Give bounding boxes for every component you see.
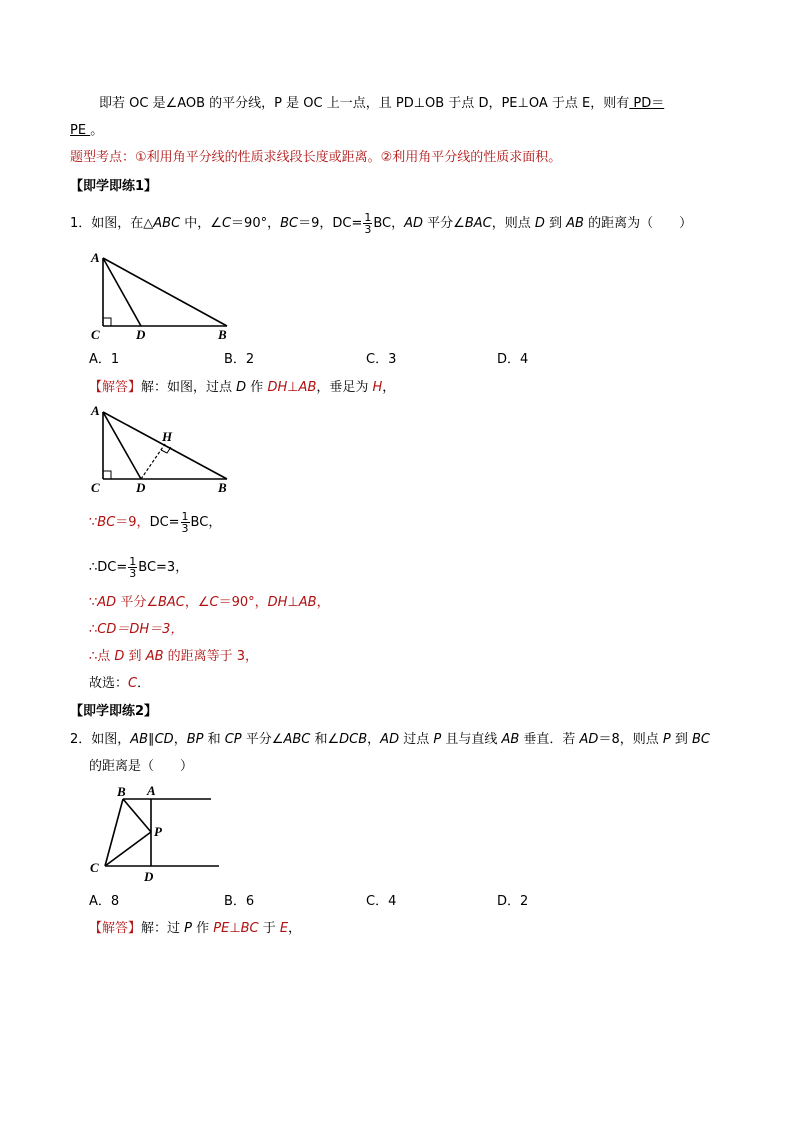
solution-tag: 【解答】 (89, 921, 142, 936)
solution-1-line-2: ∵BC＝9，DC= $\frac{1}{3}$ BC， (89, 510, 222, 535)
solution-2-line-1: 【解答】解：过 P 作 PE⊥BC 于 E， (89, 921, 302, 936)
label-A: A (147, 783, 156, 798)
solution-1-line-6: ∴点 D 到 AB 的距离等于 3， (89, 649, 259, 664)
q2-option-b[interactable]: B．6 (224, 894, 255, 909)
q1-option-d[interactable]: D．4 (497, 352, 529, 367)
label-D: D (136, 327, 146, 342)
label-C: C (91, 327, 100, 342)
question-1: 1．如图，在△ABC 中，∠C＝90°，BC＝9，DC= $\frac{1}{3}$ BC，AD 平分∠BAC，则点 D 到 AB 的距离为（ ） (70, 211, 693, 236)
label-D: D (144, 869, 154, 884)
intro-line-2: PE 。 (70, 123, 104, 138)
label-B: B (117, 784, 126, 799)
question-2-line-1: 2．如图，AB∥CD，BP 和 CP 平分∠ABC 和∠DCB，AD 过点 P 且与直线 AB 垂直．若 AD＝8，则点 P 到 BC (70, 732, 710, 747)
q2-option-a[interactable]: A．8 (89, 894, 120, 909)
solution-tag: 【解答】 (89, 380, 142, 395)
solution-1-line-3: ∴DC= $\frac{1}{3}$ BC=3， (89, 555, 189, 580)
intro-text: 即若 OC 是∠AOB 的平分线，P 是 OC 上一点，且 PD⊥OB 于点 D，PE⊥OA 于点 E，则有 (99, 96, 630, 111)
label-B: B (218, 480, 227, 495)
figure-triangle-1 (85, 248, 245, 343)
q1-option-a[interactable]: A．1 (89, 352, 120, 367)
question-2-line-2: 的距离是（ ） (89, 759, 194, 774)
type-point: 题型考点：①利用角平分线的性质求线段长度或距离。②利用角平分线的性质求面积。 (70, 150, 562, 165)
label-P: P (154, 824, 162, 839)
solution-1-line-5: ∴CD＝DH＝3， (89, 622, 184, 637)
section-heading-1: 【即学即练1】 (70, 179, 158, 194)
figure-parallel-lines (85, 782, 230, 887)
label-D: D (136, 480, 146, 495)
label-A: A (91, 403, 100, 418)
label-C: C (91, 480, 100, 495)
intro-blank-1: PD＝ (629, 96, 665, 111)
fraction: $\frac{1}{3}$ (364, 211, 372, 236)
label-A: A (91, 250, 100, 265)
intro-line-1 (99, 94, 664, 114)
solution-1-line-4: ∵AD 平分∠BAC，∠C＝90°，DH⊥AB， (89, 595, 330, 610)
label-H: H (162, 429, 173, 444)
section-heading-2: 【即学即练2】 (70, 704, 158, 719)
q1-option-c[interactable]: C．3 (366, 352, 397, 367)
q2-option-d[interactable]: D．2 (497, 894, 529, 909)
solution-1-line-1: 【解答】解：如图，过点 D 作 DH⊥AB，垂足为 H， (89, 380, 396, 395)
q1-option-b[interactable]: B．2 (224, 352, 255, 367)
label-C: C (90, 860, 99, 875)
figure-triangle-2 (85, 400, 245, 500)
intro-blank-2: PE (70, 123, 91, 138)
label-B: B (218, 327, 227, 342)
q2-option-c[interactable]: C．4 (366, 894, 397, 909)
solution-1-line-7: 故选：C． (89, 676, 151, 691)
